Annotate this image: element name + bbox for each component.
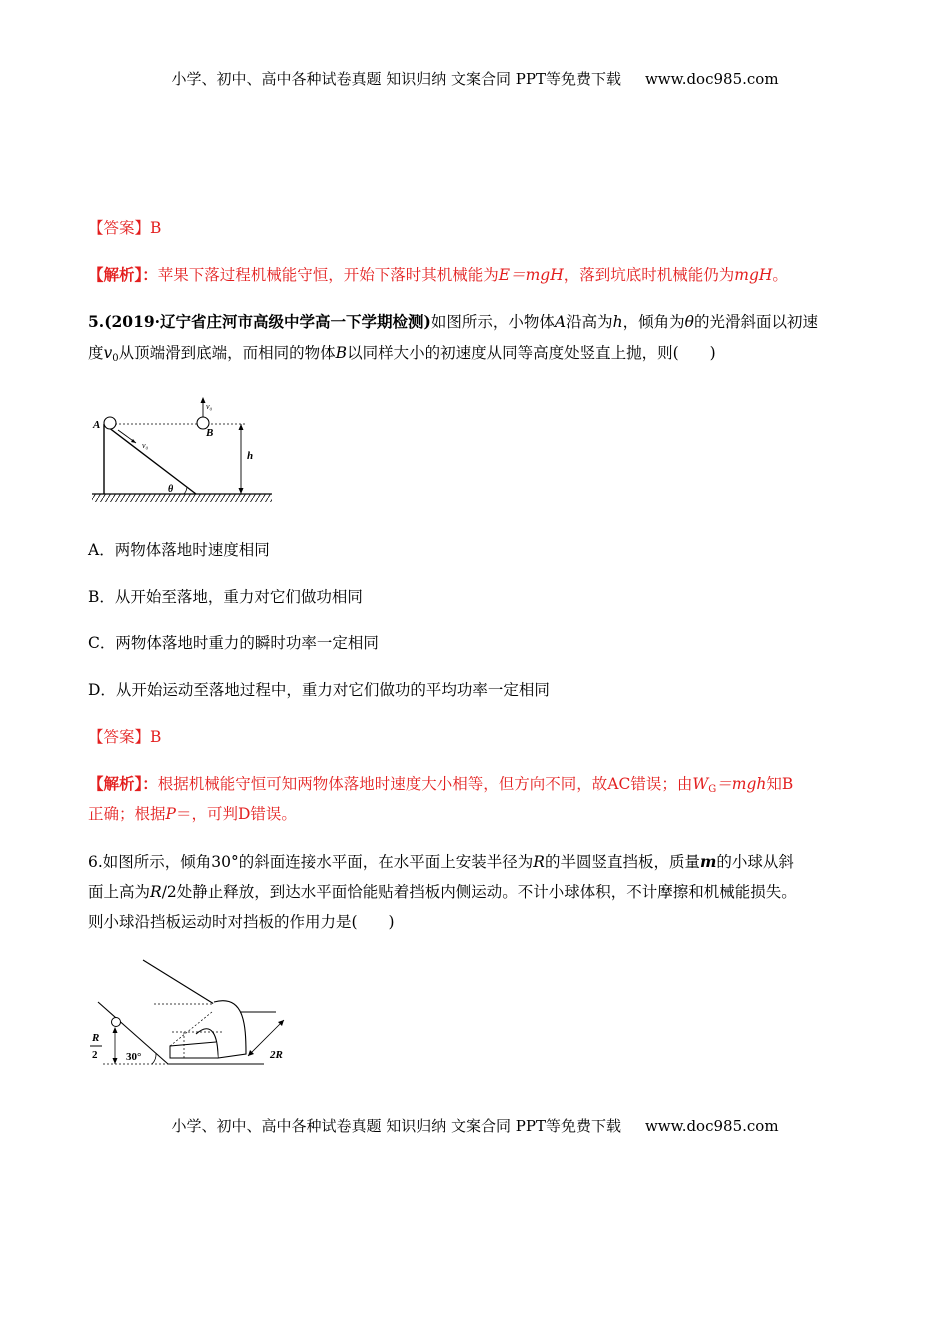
analysis-formula: E＝mgH [498,266,564,284]
incline-slope [104,424,196,494]
q5-stem-line2 [88,341,878,371]
q4-answer [88,216,878,240]
symbol: θ [684,313,694,331]
subscript: G [708,784,717,795]
symbol: R [150,883,162,901]
symbol: R [533,853,545,871]
subscript: 0 [112,353,119,364]
theta-arc [184,487,187,494]
ball [112,1018,121,1027]
analysis-text: 根据机械能守恒可知两物体落地时速度大小相等，但方向不同，故AC错误；由 [157,775,693,793]
question-number: 5. [88,312,105,331]
label-theta: θ [168,484,174,495]
angle-arc [152,1053,156,1064]
analysis-text: ＝，可判D错误。 [175,805,297,823]
option-c: C．两物体落地时重力的瞬时功率一定相同 [88,634,379,652]
stem-text: 面上高为 [88,883,151,901]
stem-text: 沿高为 [566,313,613,331]
stem-text: /2处静止释放，到达水平面恰能贴着挡板内侧运动。不计小球体积，不计摩擦和机械能损失。 [161,883,797,901]
q4-analysis [88,263,878,287]
question-source: (2019·辽宁省庄河市高级中学高一下学期检测) [104,312,431,331]
option-a: A．两物体落地时速度相同 [88,541,270,559]
upper-incline-line [143,960,214,1004]
q6-stem-line1 [88,850,878,874]
arrow-head [113,1058,118,1064]
analysis-label: 【解析】： [88,774,158,793]
symbol: h [612,313,623,331]
label-2r: 2R [270,1049,283,1061]
analysis-text: 苹果下落过程机械能守恒，开始下落时其机械能为 [157,266,499,284]
analysis-text: 正确；根据 [88,805,166,823]
arrow-head [239,488,244,494]
stem-text: 从顶端滑到底端，而相同的物体 [118,344,336,362]
analysis-text: 。 [772,266,788,284]
q5-stem-line1 [88,310,878,334]
answer-label: 【答案】 [88,219,151,237]
arrow-head [239,424,244,430]
header-site: www.doc985.com [644,70,779,88]
q5-analysis-line1 [88,772,878,802]
q5-analysis-line2 [88,802,878,826]
label-a: A [93,419,101,431]
stem-text: 以同样大小的初速度从同等高度处竖直上抛，则( ) [347,344,716,362]
ball-a [104,417,116,429]
page-footer [0,1115,950,1136]
analysis-formula: mgH [734,266,773,284]
header-text: 小学、初中、高中各种试卷真题 知识归纳 文案合同 PPT等免费下载 [171,70,621,88]
stem-text: 如图所示，小物体 [430,313,555,331]
page-header [0,68,950,89]
arrow-head [113,1027,118,1033]
symbol: m [699,852,717,871]
stem-text: 的光滑斜面以初速 [693,313,818,331]
analysis-text: ，落到坑底时机械能仍为 [563,266,735,284]
footer-text: 小学、初中、高中各种试卷真题 知识归纳 文案合同 PPT等免费下载 [171,1117,621,1135]
label-2: 2 [92,1049,98,1061]
answer-value: B [150,219,162,237]
label-b: B [206,427,214,439]
symbol: v [103,344,113,362]
footer-site: www.doc985.com [644,1117,779,1135]
arrow-head [201,397,206,403]
barrier-base [170,1042,218,1058]
option-d: D．从开始运动至落地过程中，重力对它们做功的平均功率一定相同 [88,681,550,699]
q6-stem-line2 [88,880,878,904]
stem-text: ，倾角为 [622,313,685,331]
ground-hatching [92,494,272,502]
answer-value: B [150,728,162,746]
analysis-label: 【解析】： [88,265,158,284]
stem-text: 度 [88,344,104,362]
analysis-formula: ＝mgh [716,775,767,793]
analysis-text: 知B [766,775,794,793]
option-b: B．从开始至落地，重力对它们做功相同 [88,588,363,606]
stem-text: 6.如图所示，倾角30°的斜面连接水平面，在水平面上安装半径为 [88,853,534,871]
label-v0-b: v₀ [206,402,213,411]
stem-text: 的小球从斜 [716,853,794,871]
answer-label: 【答案】 [88,728,151,746]
label-r: R [92,1032,100,1044]
symbol: A [554,313,567,331]
stem-text: 的半圆竖直挡板，质量 [544,853,700,871]
label-angle: 30° [126,1051,142,1063]
label-h: h [247,450,254,462]
q6-stem-line3: 则小球沿挡板运动时对挡板的作用力是( ) [88,913,395,931]
label-v0-a: v₀ [142,441,149,450]
incline-figure [88,386,278,511]
barrier-figure [86,954,306,1070]
q5-answer [88,725,878,749]
symbol: B [335,344,348,362]
symbol: W [692,775,709,793]
symbol: P [165,805,176,823]
